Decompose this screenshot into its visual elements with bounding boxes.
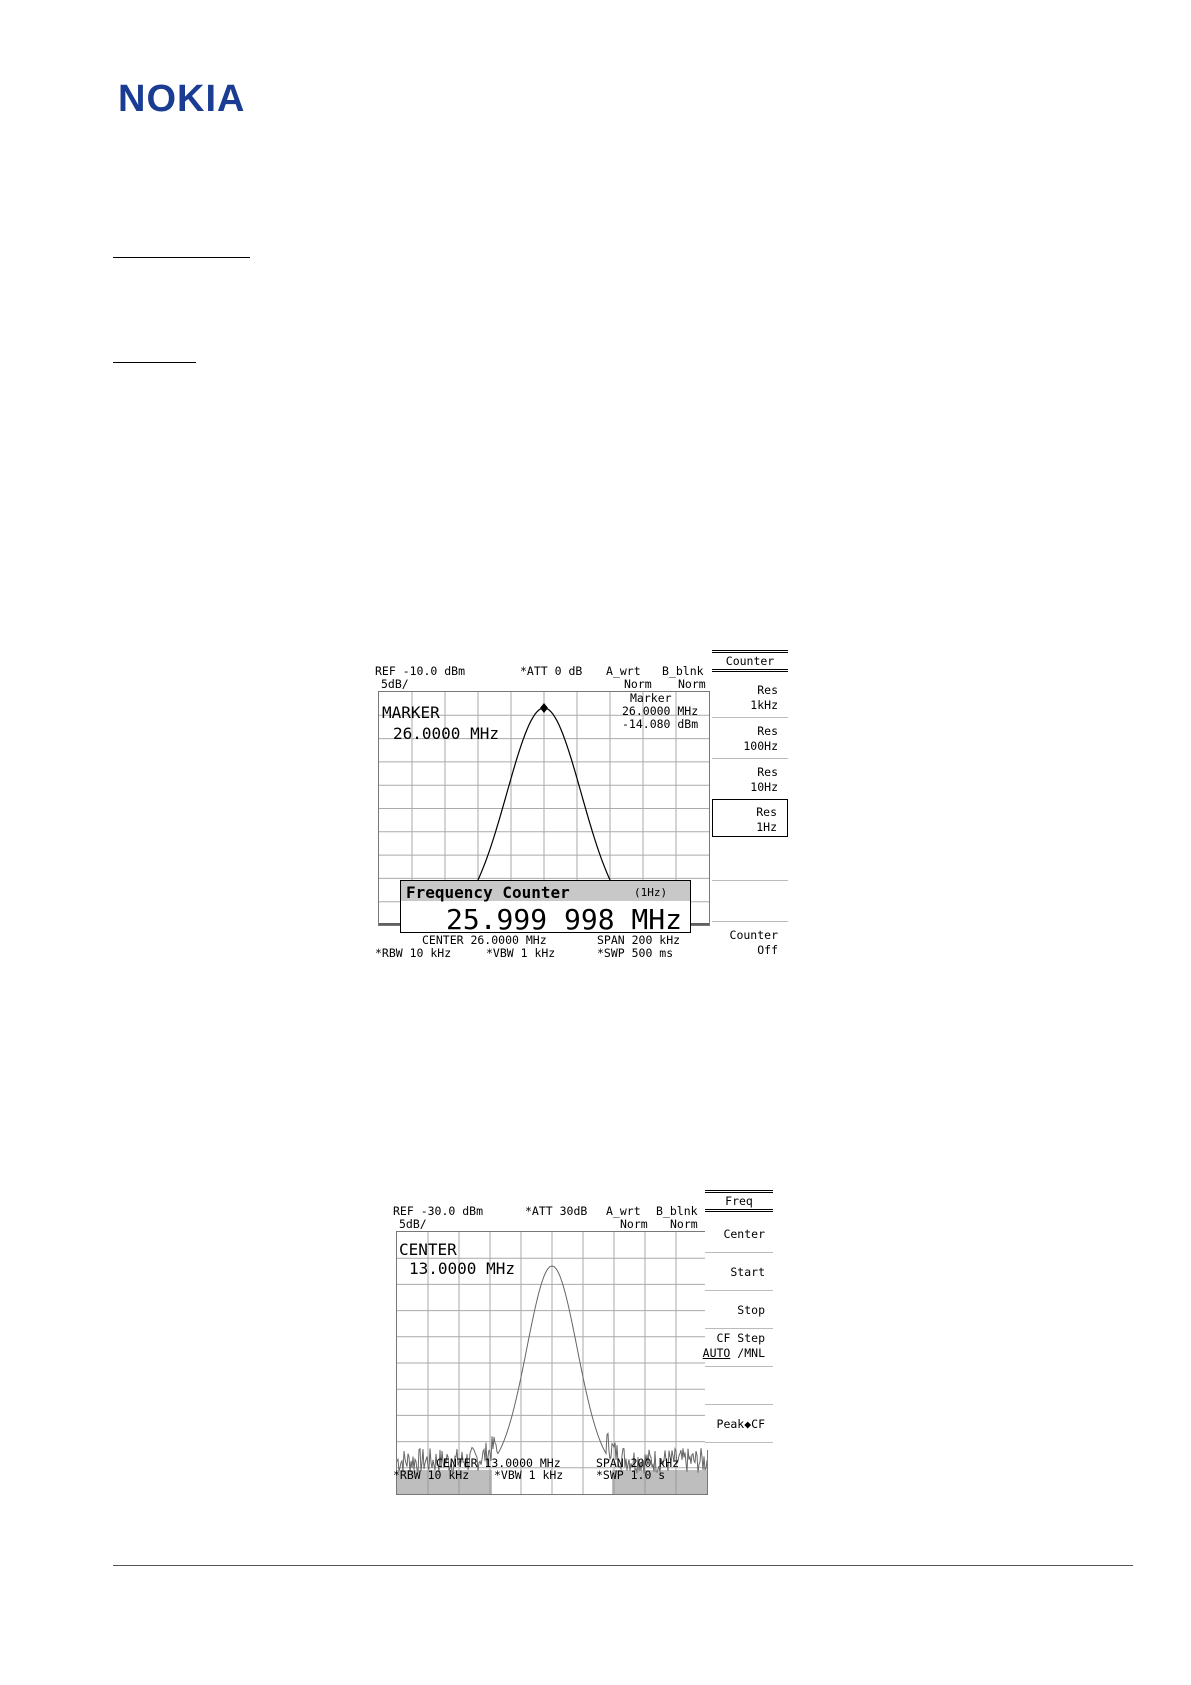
center-frequency: CENTER 13.0000 MHz: [436, 1456, 561, 1470]
span: SPAN 200 kHz: [596, 1456, 680, 1470]
softkey-res-10hz[interactable]: [712, 758, 788, 800]
trace-b-label: B_blnk: [656, 1204, 698, 1218]
scale-label: 5dB/: [399, 1217, 427, 1231]
ref-level: REF -10.0 dBm: [375, 664, 466, 678]
sweep-time: *SWP 1.0 s: [596, 1468, 666, 1482]
softkey-label: Res 1Hz: [756, 805, 777, 834]
softkey-label: Counter Off: [729, 928, 778, 957]
center-frequency: CENTER 26.0000 MHz: [422, 933, 547, 947]
softkey-label: Start: [730, 1265, 765, 1279]
softkey-label: Res 10Hz: [750, 765, 778, 794]
span: SPAN 200 kHz: [597, 933, 681, 947]
softkey-start[interactable]: [705, 1252, 773, 1291]
softkey-label: Res 1kHz: [750, 683, 778, 712]
attenuation: *ATT 30dB: [525, 1204, 588, 1218]
trace-a-mode: Norm: [620, 1217, 648, 1231]
marker-frequency: 26.0000 MHz: [393, 724, 499, 743]
trace-a-label: A_wrt: [606, 1204, 641, 1218]
marker-box-title: Marker: [630, 691, 672, 705]
softkey-menu-counter: [712, 648, 792, 963]
trace-b-label: B_blnk: [662, 664, 704, 678]
softkey-res-100hz[interactable]: [712, 717, 788, 759]
counter-title: Frequency Counter: [406, 883, 570, 902]
ref-level: REF -30.0 dBm: [393, 1204, 484, 1218]
menu-title: Freq: [705, 1190, 773, 1212]
trace-a-mode: Norm: [624, 677, 652, 691]
softkey-peak-cf[interactable]: [705, 1404, 773, 1443]
attenuation: *ATT 0 dB: [520, 664, 583, 678]
footer-rule: [113, 1565, 1133, 1566]
trace-a-label: A_wrt: [606, 664, 641, 678]
marker-box-frequency: 26.0000 MHz: [622, 704, 699, 718]
trace-b-mode: Norm: [678, 677, 706, 691]
softkey-menu-freq: [702, 1190, 775, 1450]
heading-rule: [113, 257, 250, 258]
vbw: *VBW 1 kHz: [494, 1468, 564, 1482]
softkey-blank-1[interactable]: [712, 840, 788, 881]
softkey-blank-2[interactable]: [712, 880, 788, 922]
trace-b-mode: Norm: [670, 1217, 698, 1231]
sweep-time: *SWP 500 ms: [597, 946, 674, 960]
center-label: CENTER: [399, 1240, 457, 1259]
frequency-counter-panel: [400, 880, 691, 936]
counter-resolution: (1Hz): [634, 886, 668, 899]
nokia-logo: NOKIA: [118, 78, 246, 120]
center-value: 13.0000 MHz: [409, 1259, 515, 1278]
softkey-res-1khz[interactable]: [712, 676, 788, 718]
softkey-label: Center: [723, 1227, 765, 1241]
counter-value: 25.999 998 MHz: [445, 903, 682, 936]
softkey-label: Peak◆CF: [716, 1417, 765, 1431]
scale-label: 5dB/: [381, 677, 409, 691]
spectrum-screen-counter: [372, 648, 792, 963]
softkey-label: CF Step AUTO /MNL: [702, 1331, 765, 1360]
vbw: *VBW 1 kHz: [486, 946, 556, 960]
rbw: *RBW 10 kHz: [375, 946, 452, 960]
softkey-cf-step[interactable]: [702, 1328, 773, 1367]
softkey-label: Res 100Hz: [743, 724, 778, 753]
menu-title: Counter: [712, 650, 788, 672]
marker-label: MARKER: [382, 703, 440, 722]
marker-diamond: [540, 703, 548, 713]
softkey-center[interactable]: [705, 1214, 773, 1253]
subheading-rule: [113, 362, 196, 363]
softkey-blank[interactable]: [705, 1366, 773, 1405]
softkey-label: Stop: [737, 1303, 765, 1317]
rbw: *RBW 10 kHz: [393, 1468, 470, 1482]
marker-box-level: -14.080 dBm: [622, 717, 699, 731]
softkey-res-1hz[interactable]: [712, 799, 788, 837]
softkey-stop[interactable]: [705, 1290, 773, 1329]
softkey-counter-off[interactable]: [712, 921, 788, 961]
